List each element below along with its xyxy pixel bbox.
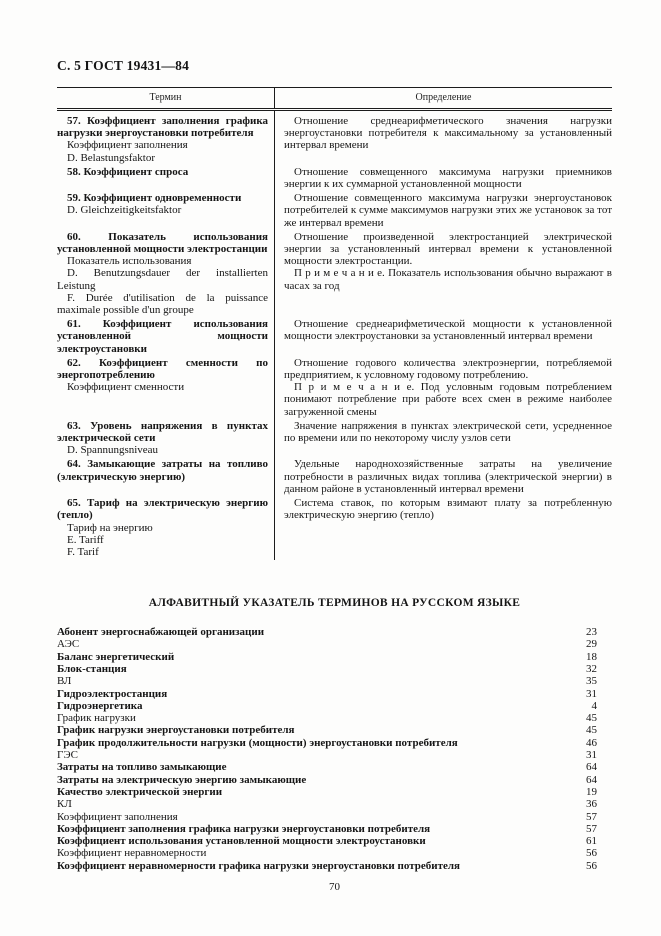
term-title: 61. Коэффициент использования установленной мощности электроустановки — [57, 318, 268, 355]
table-header-row — [57, 88, 612, 110]
definition-cell — [275, 420, 613, 459]
table-row — [57, 166, 612, 192]
document-header: С. 5 ГОСТ 19431—84 — [57, 58, 190, 73]
term-alias: Тариф на энергию — [67, 521, 153, 534]
index-title: АЛФАВИТНЫЙ УКАЗАТЕЛЬ ТЕРМИНОВ НА РУССКОМ ЯЗЫКЕ — [148, 597, 521, 610]
index-entry — [57, 724, 597, 736]
index-entry-term: Коэффициент неравномерности — [57, 847, 207, 860]
index-entry-term: Абонент энергоснабжающей организации — [57, 626, 265, 639]
definition-cell — [275, 318, 613, 357]
table-row — [57, 231, 612, 318]
index-entry-page: 18 — [586, 650, 597, 663]
index-entry-page: 31 — [586, 749, 597, 762]
table-row — [57, 497, 612, 560]
definition-paragraph: Система ставок, по которым взимают плату за потребленную электрическую энергию (тепло) — [284, 497, 612, 522]
term-alias: D. Gleichzeitigkeitsfaktor — [67, 204, 182, 217]
definition-paragraph: П р и м е ч а н и е. Под условным годовым потреблением понимают потребление при работе всех смен в режиме наиболее загруженной смены — [284, 381, 612, 418]
table-row — [57, 458, 612, 497]
term-alias: F. Durée d'utilisation de la puissance maximale possible d'un groupe — [57, 291, 268, 317]
index-entry-page: 23 — [586, 626, 597, 639]
index-entry — [57, 823, 597, 835]
term-title: 62. Коэффициент сменности по энергопотреблению — [57, 356, 268, 382]
definition-cell — [275, 458, 613, 497]
index-entry-page: 56 — [586, 859, 597, 872]
index-entry-term: Коэффициент заполнения графика нагрузки энергоустановки потребителя — [57, 822, 431, 835]
definition-paragraph: Удельные народнохозяйственные затраты на увеличение потребности в различных видах топлива (электрической энергии) в данном районе в установленный интервал времени — [284, 458, 612, 495]
definition-cell — [275, 166, 613, 192]
term-cell — [57, 166, 275, 192]
term-alias: Показатель использования — [67, 255, 192, 268]
index-entry-term: Затраты на топливо замыкающие — [57, 761, 227, 774]
index-entry-page: 35 — [586, 675, 597, 688]
definition-cell — [275, 110, 613, 166]
index-list — [57, 626, 597, 872]
index-entry-term: График нагрузки — [57, 712, 136, 725]
index-entry-term: Коэффициент неравномерности графика нагрузки энергоустановки потребителя — [57, 859, 460, 872]
term-title: 60. Показатель использования установленной мощности электростанции — [57, 230, 268, 256]
index-entry-term: ГЭС — [57, 749, 78, 762]
index-entry-page: 64 — [586, 761, 597, 774]
definition-cell — [275, 357, 613, 420]
index-entry — [57, 663, 597, 675]
index-entry-term: График нагрузки энергоустановки потребителя — [57, 724, 295, 737]
term-alias: E. Tariff — [67, 533, 104, 546]
term-alias: Коэффициент заполнения — [67, 139, 188, 152]
table-row — [57, 110, 612, 166]
index-entry — [57, 811, 597, 823]
index-entry — [57, 860, 597, 872]
table-row — [57, 357, 612, 420]
index-entry — [57, 626, 597, 638]
table-row — [57, 192, 612, 231]
index-entry — [57, 737, 597, 749]
terms-table — [57, 87, 612, 560]
page-content — [57, 0, 612, 893]
definition-cell — [275, 192, 613, 231]
table-row — [57, 420, 612, 459]
page-number: 70 — [329, 881, 340, 894]
term-title: 57. Коэффициент заполнения графика нагрузки энергоустановки потребителя — [57, 115, 268, 140]
index-entry-page: 31 — [586, 687, 597, 700]
column-header-definition: Определение — [275, 88, 613, 110]
index-entry-term: Коэффициент использования установленной мощности электроустановки — [57, 835, 426, 848]
index-entry — [57, 761, 597, 773]
term-cell — [57, 192, 275, 231]
term-title: 65. Тариф на электрическую энергию (тепло) — [57, 497, 268, 522]
index-entry — [57, 798, 597, 810]
column-header-term: Термин — [57, 88, 275, 110]
index-entry — [57, 700, 597, 712]
index-entry-term: ВЛ — [57, 675, 72, 688]
index-entry-term: Гидроэлектростанция — [57, 687, 168, 700]
definition-paragraph: Отношение произведенной электростанцией электрической энергии за установленный интервал времени к установленной мощности электростанции. — [284, 230, 612, 268]
definition-paragraph: Отношение годового количества электроэнергии, потребляемой предприятием, к условному годовому потреблению. — [284, 356, 612, 382]
term-alias: D. Benutzungsdauer der installierten Leistung — [57, 267, 268, 292]
index-entry-term: Качество электрической энергии — [57, 785, 223, 798]
definition-paragraph: Отношение совмещенного максимума нагрузки приемников энергии к их суммарной установленной мощности — [284, 165, 612, 191]
index-entry-page: 64 — [586, 773, 597, 786]
definition-cell — [275, 497, 613, 560]
index-entry — [57, 675, 597, 687]
index-entry — [57, 638, 597, 650]
term-title: 58. Коэффициент спроса — [67, 165, 189, 178]
term-title: 64. Замыкающие затраты на топливо (электрическую энергию) — [57, 458, 268, 483]
term-alias: D. Belastungsfaktor — [67, 151, 155, 164]
index-entry-term: Блок-станция — [57, 663, 127, 675]
index-entry — [57, 847, 597, 859]
index-entry-term: АЭС — [57, 638, 80, 651]
term-title: 63. Уровень напряжения в пунктах электрической сети — [57, 419, 268, 445]
definition-paragraph: Отношение среднеарифметического значения нагрузки энергоустановки потребителя к максимальному за установленный интервал времени — [284, 115, 612, 152]
term-cell — [57, 420, 275, 459]
definition-paragraph: Отношение среднеарифметической мощности к установленной мощности электроустановки за установленный интервал времени — [284, 318, 612, 343]
index-entry — [57, 688, 597, 700]
index-entry — [57, 712, 597, 724]
table-row — [57, 318, 612, 357]
index-entry-page: 36 — [586, 798, 597, 811]
term-cell — [57, 318, 275, 357]
index-entry-term: КЛ — [57, 798, 72, 811]
index-entry-page: 32 — [586, 663, 597, 675]
index-entry — [57, 651, 597, 663]
index-entry — [57, 786, 597, 798]
index-entry-page: 56 — [586, 847, 597, 860]
index-entry-term: Баланс энергетический — [57, 650, 175, 663]
index-entry-page: 57 — [586, 822, 597, 835]
definition-paragraph: Отношение совмещенного максимума нагрузки энергоустановок потребителей к сумме максимумов нагрузки этих же установок за тот же интервал времени — [284, 192, 612, 229]
index-entry-page: 4 — [591, 699, 597, 712]
term-title: 59. Коэффициент одновременности — [67, 192, 242, 205]
term-alias: F. Tarif — [67, 545, 99, 558]
term-alias: Коэффициент сменности — [67, 381, 185, 394]
term-cell — [57, 458, 275, 497]
index-entry-term: Коэффициент заполнения — [57, 810, 178, 823]
index-entry-term: График продолжительности нагрузки (мощности) энергоустановки потребителя — [57, 736, 458, 749]
definition-cell — [275, 231, 613, 318]
term-cell — [57, 110, 275, 166]
index-entry — [57, 774, 597, 786]
table-body — [57, 110, 612, 561]
definition-paragraph: Значение напряжения в пунктах электрической сети, усредненное по времени или по некоторому числу узлов сети — [284, 419, 612, 445]
term-cell — [57, 231, 275, 318]
index-entry-page: 19 — [586, 785, 597, 798]
index-entry-term: Затраты на электрическую энергию замыкающие — [57, 773, 307, 786]
index-entry-page: 45 — [586, 712, 597, 725]
index-entry-term: Гидроэнергетика — [57, 699, 143, 712]
term-cell — [57, 357, 275, 420]
index-entry — [57, 835, 597, 847]
term-cell — [57, 497, 275, 560]
index-entry — [57, 749, 597, 761]
index-entry-page: 57 — [586, 810, 597, 823]
term-alias: D. Spannungsniveau — [67, 444, 159, 457]
index-entry-page: 45 — [586, 724, 597, 737]
index-entry-page: 29 — [586, 638, 597, 651]
index-entry-page: 61 — [586, 835, 597, 848]
definition-paragraph: П р и м е ч а н и е. Показатель использования обычно выражают в часах за год — [284, 267, 612, 292]
index-entry-page: 46 — [586, 736, 597, 749]
